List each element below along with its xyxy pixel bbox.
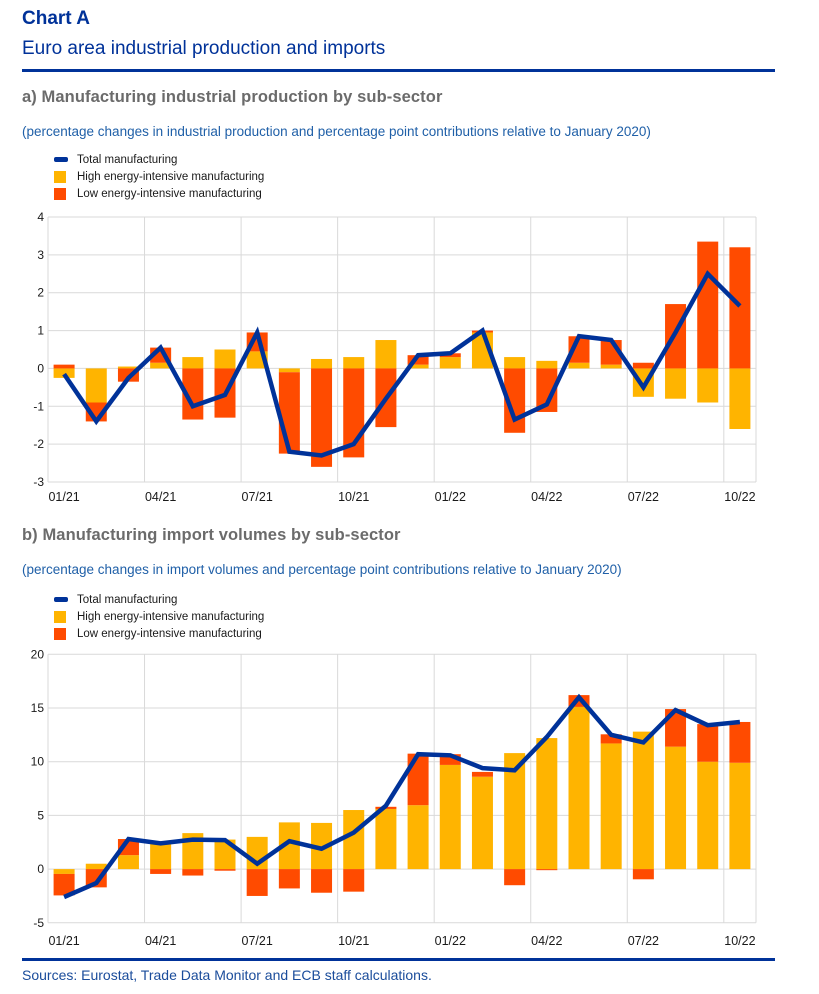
sources-note: Sources: Eurostat, Trade Data Monitor and ECB staff calculations. (22, 967, 432, 983)
y-axis-tick-label: 0 (37, 862, 44, 877)
bar-segment (536, 869, 557, 870)
panel-b-legend (54, 591, 264, 642)
figure-kicker: Chart A (22, 8, 90, 29)
x-axis-tick-label: 04/22 (531, 934, 563, 948)
bar-segment (536, 738, 557, 869)
bar-segment (569, 363, 590, 369)
x-axis-tick-label: 07/22 (627, 490, 660, 504)
bar-segment (472, 772, 493, 777)
line-chip-icon (54, 597, 70, 602)
bar-segment (633, 732, 654, 869)
panel-a-legend (54, 151, 264, 202)
x-axis-tick-label: 07/21 (241, 490, 273, 504)
x-axis-tick-label: 10/22 (724, 490, 756, 504)
x-axis-tick-label: 01/22 (434, 490, 466, 504)
y-axis-tick-label: -1 (33, 399, 44, 414)
bar-segment (729, 763, 750, 869)
y-axis-tick-label: 4 (37, 210, 44, 224)
bar-segment (697, 724, 718, 762)
legend-item-low-energy (54, 185, 264, 202)
bar-segment (375, 340, 396, 368)
bar-segment (536, 361, 557, 369)
bar-segment (472, 777, 493, 869)
y-axis-tick-label: 3 (37, 247, 44, 262)
yellow-square-icon (54, 171, 70, 183)
bar-segment (665, 368, 686, 398)
y-axis-tick-label: 0 (37, 361, 44, 376)
legend-label: Total manufacturing (77, 593, 178, 606)
legend-label: Low energy-intensive manufacturing (77, 187, 262, 200)
x-axis-tick-label: 01/21 (48, 490, 80, 504)
y-axis-tick-label: 10 (30, 754, 44, 769)
x-axis-tick-label: 01/22 (434, 934, 466, 948)
legend-label: High energy-intensive manufacturing (77, 170, 265, 183)
bar-segment (118, 855, 139, 869)
y-axis-tick-label: 15 (30, 701, 44, 715)
bar-segment (633, 363, 654, 369)
orange-square-icon (54, 188, 70, 200)
bar-segment (408, 805, 429, 869)
figure-title: Euro area industrial production and imports (22, 38, 386, 59)
panel-a-subtitle: (percentage changes in industrial production and percentage point contributions relative to January 2020) (22, 124, 651, 139)
bar-segment (279, 368, 300, 372)
x-axis-tick-label: 07/21 (241, 934, 273, 948)
x-axis-tick-label: 10/21 (338, 490, 370, 504)
y-axis-tick-label: 20 (30, 647, 44, 662)
panel-a-heading: a) Manufacturing industrial production by sub-sector (22, 88, 443, 106)
panel-a-chart (0, 205, 790, 510)
legend-label: Low energy-intensive manufacturing (77, 627, 262, 640)
legend-item-low-energy (54, 625, 264, 642)
x-axis-tick-label: 04/21 (144, 934, 177, 948)
bar-segment (697, 762, 718, 869)
y-axis-tick-label: 5 (37, 808, 44, 823)
bar-segment (150, 869, 171, 874)
panel-b-chart (0, 645, 790, 955)
bar-segment (311, 359, 332, 368)
bar-segment (182, 357, 203, 368)
title-divider (22, 69, 775, 72)
line-chip-icon (54, 157, 70, 162)
legend-item-high-energy (54, 608, 264, 625)
bar-segment (440, 765, 461, 869)
bar-segment (311, 869, 332, 893)
bar-segment (569, 707, 590, 869)
bar-segment (343, 869, 364, 892)
bar-segment (86, 368, 107, 402)
bar-segment (504, 357, 525, 368)
footer-divider (22, 958, 775, 961)
bar-segment (504, 869, 525, 885)
panel-b-subtitle: (percentage changes in import volumes and percentage point contributions relative to January 2020) (22, 562, 622, 577)
bar-segment (729, 247, 750, 368)
x-axis-tick-label: 01/21 (48, 934, 80, 948)
x-axis-tick-label: 10/21 (338, 934, 370, 948)
bar-segment (665, 747, 686, 869)
bar-segment (215, 349, 236, 368)
bar-segment (601, 365, 622, 369)
bar-segment (279, 869, 300, 888)
panel-b-heading: b) Manufacturing import volumes by sub-sector (22, 526, 401, 544)
bar-segment (697, 368, 718, 402)
x-axis-tick-label: 04/21 (144, 490, 177, 504)
legend-item-high-energy (54, 168, 264, 185)
orange-square-icon (54, 628, 70, 640)
bar-segment (54, 869, 75, 874)
x-axis-tick-label: 04/22 (531, 490, 563, 504)
bar-segment (343, 810, 364, 869)
y-axis-tick-label: -5 (33, 915, 44, 930)
bar-segment (408, 754, 429, 806)
x-axis-tick-label: 07/22 (627, 934, 660, 948)
bar-segment (343, 357, 364, 368)
bar-segment (182, 869, 203, 875)
y-axis-tick-label: 2 (37, 285, 44, 300)
bar-segment (86, 864, 107, 869)
bar-segment (601, 743, 622, 869)
bar-segment (279, 372, 300, 453)
legend-label: Total manufacturing (77, 153, 178, 166)
bar-segment (150, 843, 171, 869)
bar-segment (633, 869, 654, 879)
bar-segment (729, 722, 750, 763)
bar-segment (375, 809, 396, 869)
x-axis-tick-label: 10/22 (724, 934, 756, 948)
yellow-square-icon (54, 611, 70, 623)
bar-segment (729, 368, 750, 429)
legend-item-total (54, 591, 264, 608)
legend-item-total (54, 151, 264, 168)
y-axis-tick-label: -3 (33, 474, 44, 489)
y-axis-tick-label: -2 (33, 437, 44, 452)
bar-segment (440, 357, 461, 368)
bar-segment (215, 869, 236, 871)
bar-segment (697, 242, 718, 369)
bar-segment (247, 869, 268, 896)
bar-segment (54, 365, 75, 369)
y-axis-tick-label: 1 (37, 323, 44, 338)
legend-label: High energy-intensive manufacturing (77, 610, 265, 623)
